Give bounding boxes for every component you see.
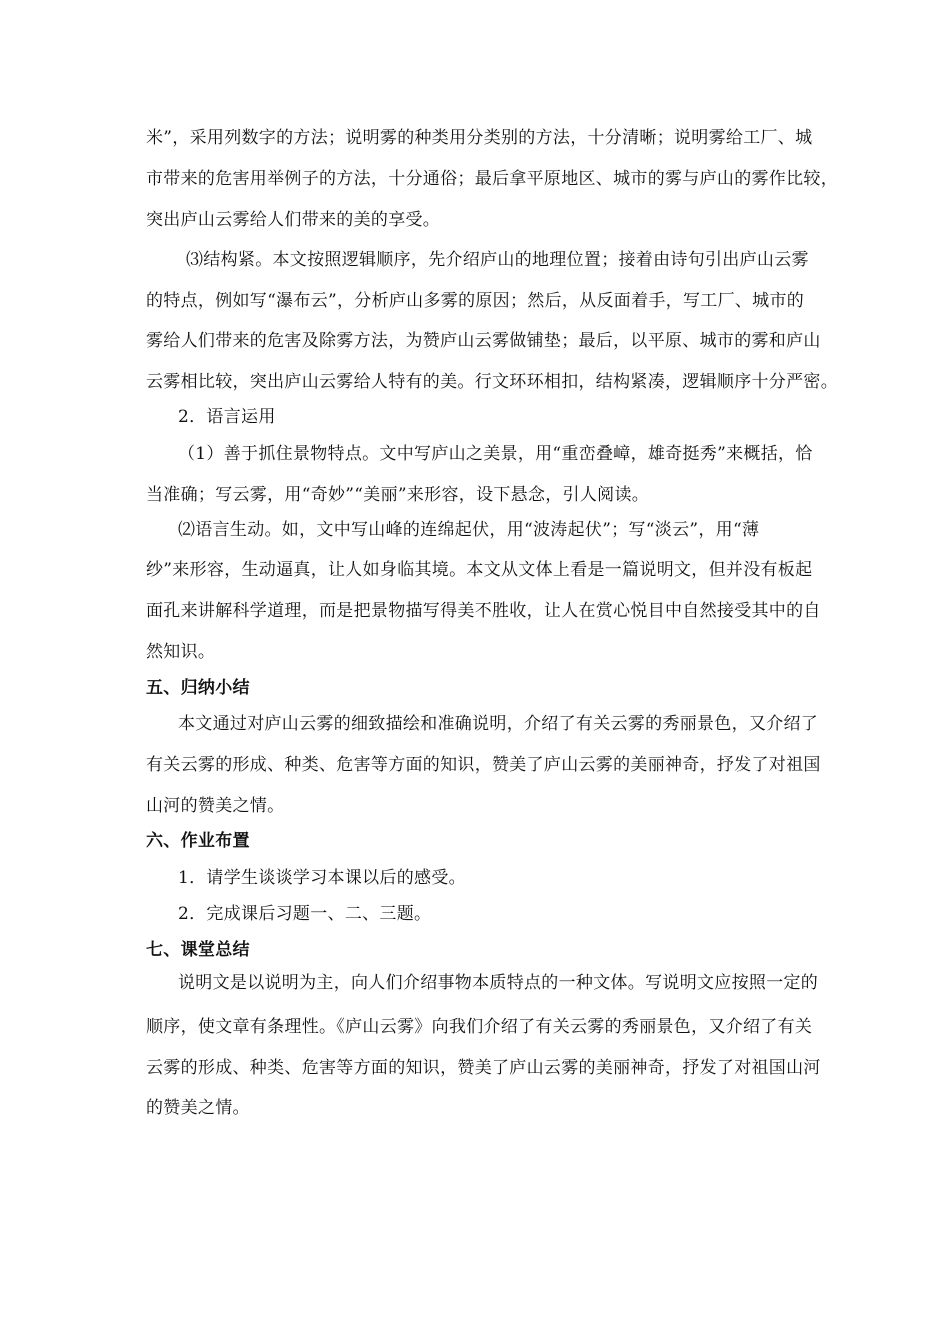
paragraph-line: 雾给人们带来的危害及除雾方法，为赞庐山云雾做铺垫；最后，以平原、城市的雾和庐山 xyxy=(146,331,821,351)
list-item: 2．完成课后习题一、二、三题。 xyxy=(178,904,432,924)
paragraph-line: 云雾的形成、种类、危害等方面的知识，赞美了庐山云雾的美丽神奇，抒发了对祖国山河 xyxy=(146,1058,821,1078)
paragraph-line: 云雾相比较，突出庐山云雾给人特有的美。行文环环相扣，结构紧凑，逻辑顺序十分严密。 xyxy=(146,372,838,392)
paragraph-line: 的赞美之情。 xyxy=(146,1098,250,1118)
paragraph-line: 有关云雾的形成、种类、危害等方面的知识，赞美了庐山云雾的美丽神奇，抒发了对祖国 xyxy=(146,755,821,775)
paragraph-line: ⑶结构紧。本文按照逻辑顺序，先介绍庐山的地理位置；接着由诗句引出庐山云雾 xyxy=(186,250,809,270)
paragraph-line: 市带来的危害用举例子的方法，十分通俗；最后拿平原地区、城市的雾与庐山的雾作比较， xyxy=(146,169,838,189)
paragraph-line: 顺序，使文章有条理性。《庐山云雾》向我们介绍了有关云雾的秀丽景色，又介绍了有关 xyxy=(146,1017,813,1037)
section-heading: 六、作业布置 xyxy=(146,831,250,851)
paragraph-line: 山河的赞美之情。 xyxy=(146,796,285,816)
paragraph-line: 本文通过对庐山云雾的细致描绘和准确说明，介绍了有关云雾的秀丽景色，又介绍了 xyxy=(178,714,819,734)
list-item: 1．请学生谈谈学习本课以后的感受。 xyxy=(178,868,466,888)
subheading: 2．语言运用 xyxy=(178,407,276,427)
paragraph-line: （1）善于抓住景物特点。文中写庐山之美景，用“重峦叠嶂，雄奇挺秀”来概括，恰 xyxy=(178,444,813,464)
paragraph-line: 突出庐山云雾给人们带来的美的享受。 xyxy=(146,210,441,230)
paragraph-line: 面孔来讲解科学道理，而是把景物描写得美不胜收，让人在赏心悦目中自然接受其中的自 xyxy=(146,601,821,621)
paragraph-line: 米”，采用列数字的方法；说明雾的种类用分类别的方法，十分清晰；说明雾给工厂、城 xyxy=(146,128,813,148)
section-heading: 五、归纳小结 xyxy=(146,678,250,698)
paragraph-line: 说明文是以说明为主，向人们介绍事物本质特点的一种文体。写说明文应按照一定的 xyxy=(178,973,819,993)
paragraph-line: 纱”来形容，生动逼真，让人如身临其境。本文从文体上看是一篇说明文，但并没有板起 xyxy=(146,560,813,580)
section-heading: 七、课堂总结 xyxy=(146,940,250,960)
paragraph-line: 当准确；写云雾，用“奇妙”“美丽”来形容，设下悬念，引人阅读。 xyxy=(146,485,650,505)
paragraph-line: ⑵语言生动。如，文中写山峰的连绵起伏，用“波涛起伏”；写“淡云”，用“薄 xyxy=(178,520,760,540)
paragraph-line: 然知识。 xyxy=(146,642,216,662)
paragraph-line: 的特点，例如写“瀑布云”，分析庐山多雾的原因；然后，从反面着手，写工厂、城市的 xyxy=(146,291,805,311)
